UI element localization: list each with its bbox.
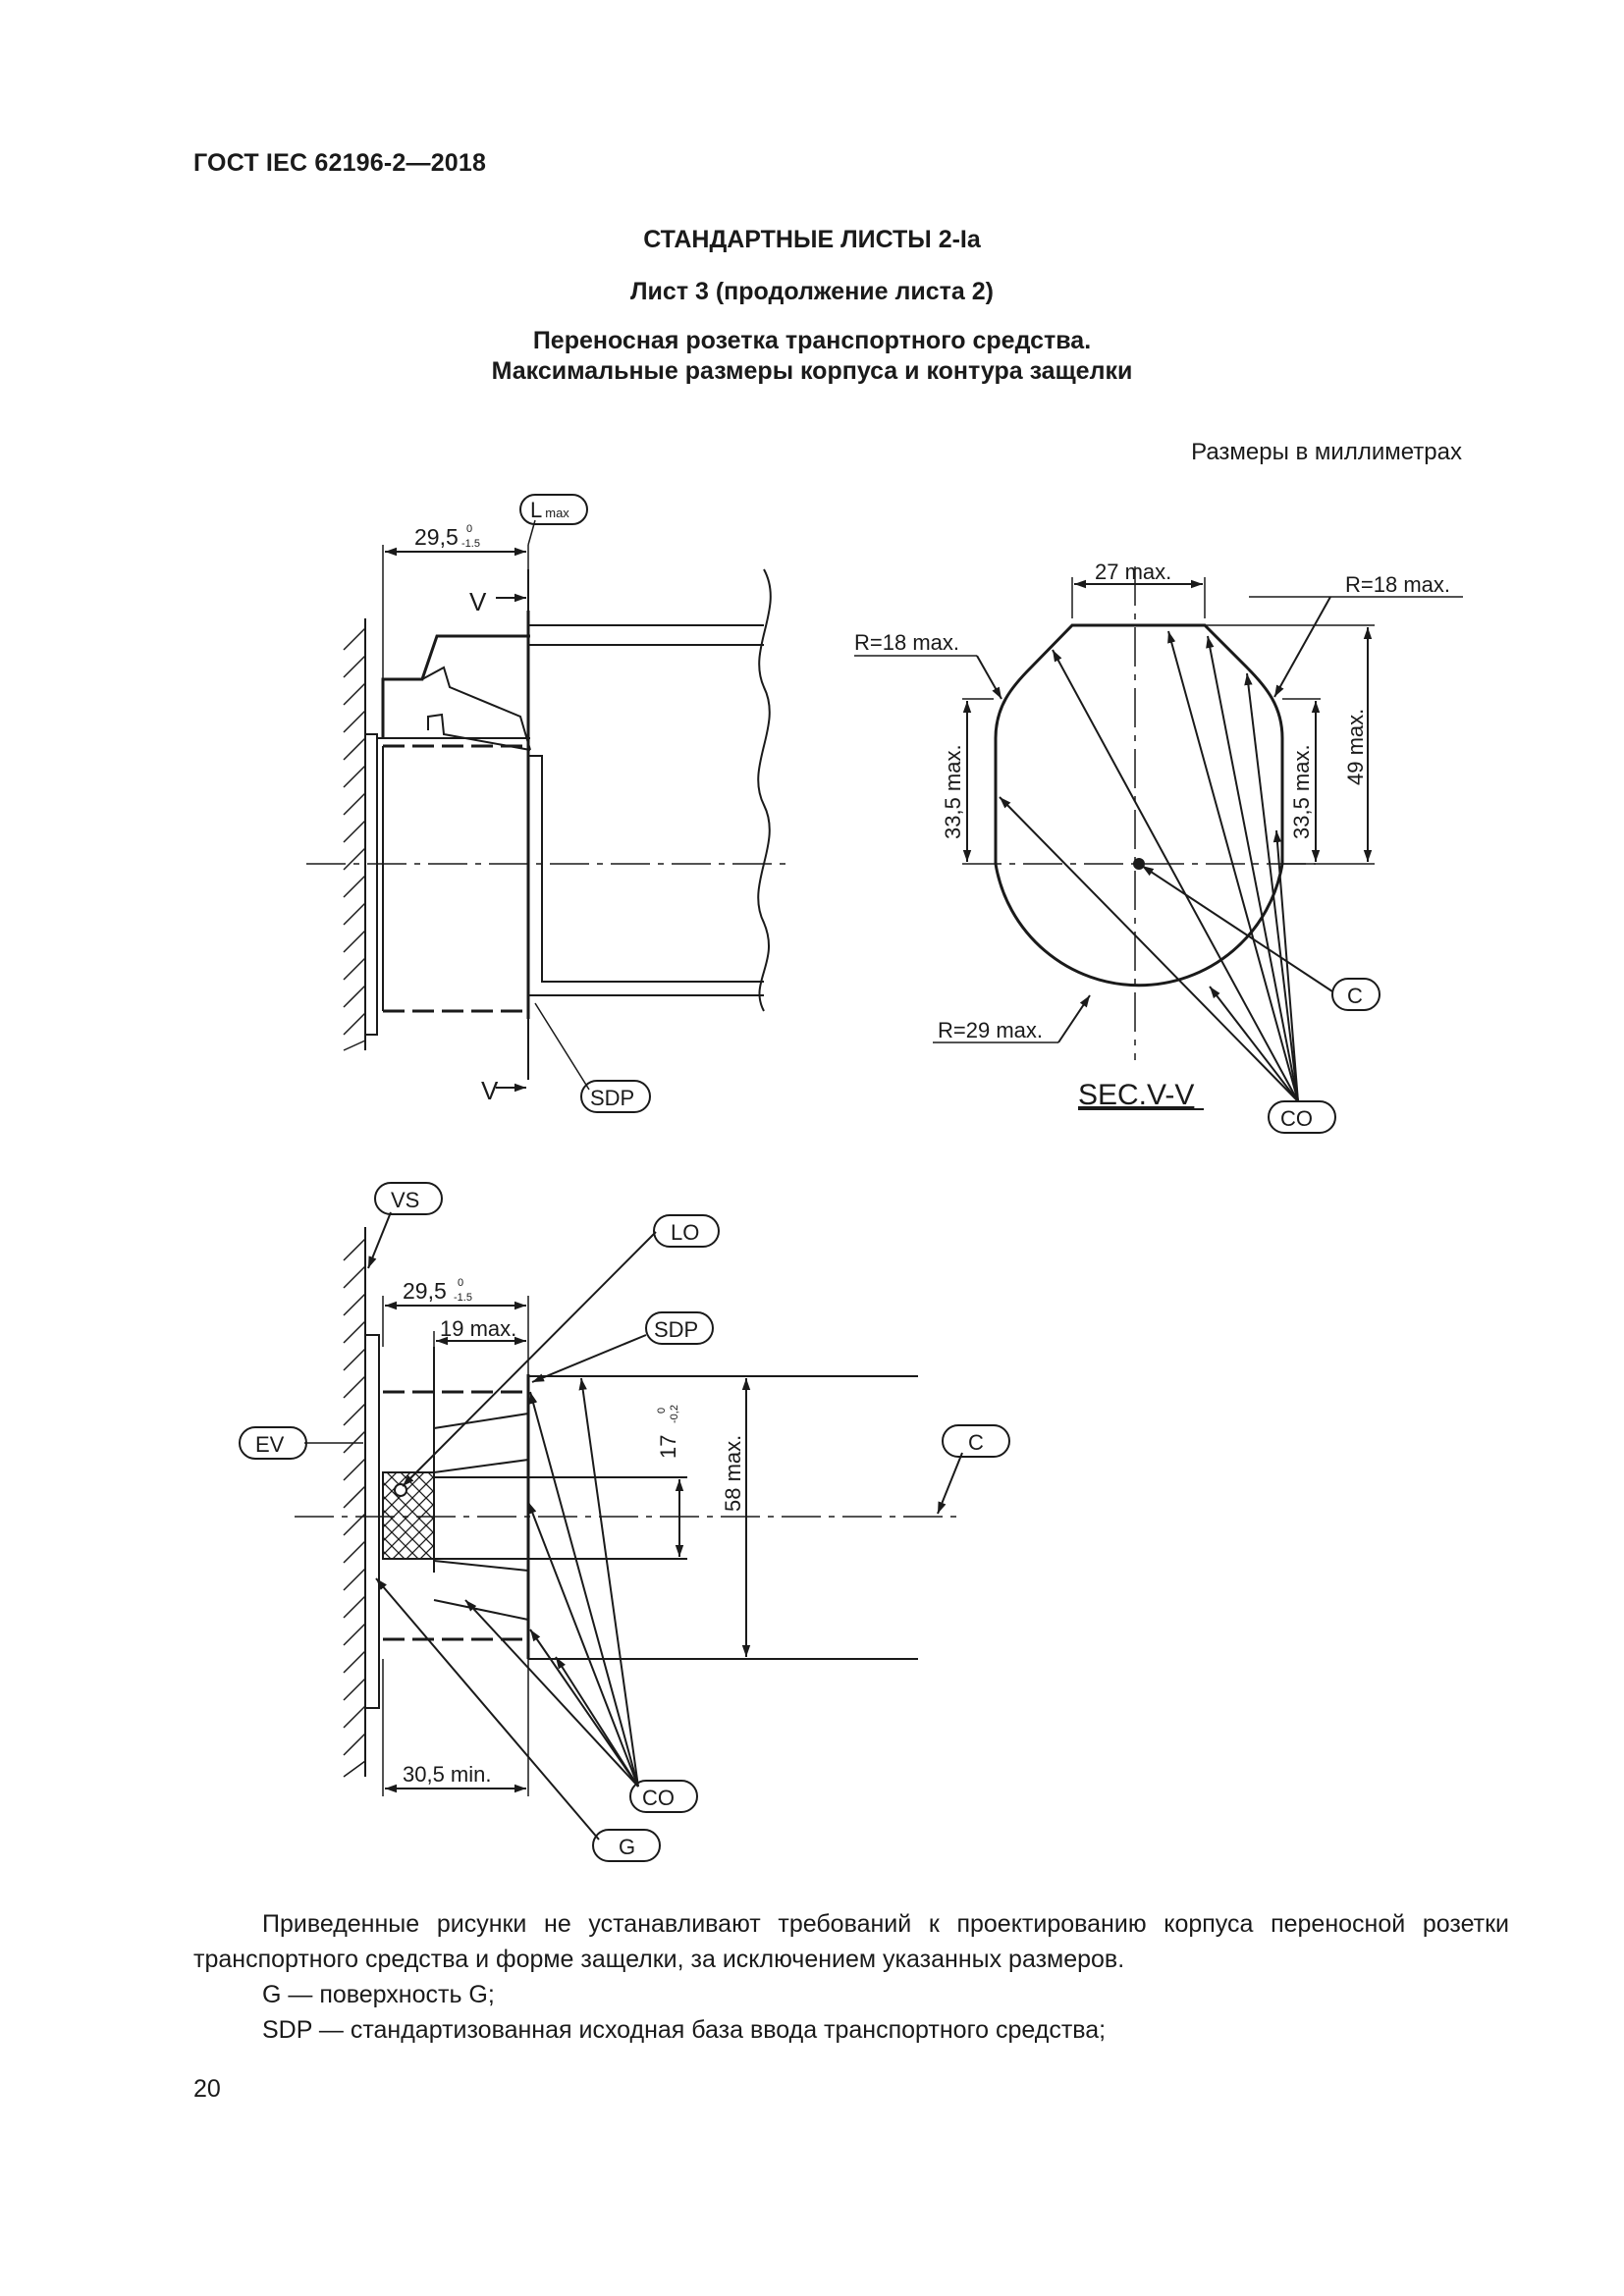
- c-label-section: C: [1347, 984, 1363, 1008]
- dim-19-max: 19 max.: [440, 1316, 517, 1341]
- co-label-bottom: CO: [642, 1786, 675, 1810]
- r18-left: R=18 max.: [854, 630, 959, 655]
- dim-29-5-tol-upper: 0: [466, 523, 473, 535]
- sdp-label: SDP: [590, 1086, 635, 1110]
- dim-29-5-tol-lower: -1.5: [461, 538, 480, 550]
- dim-30-5-min: 30,5 min.: [403, 1762, 492, 1787]
- c-label-bottom: C: [968, 1430, 984, 1455]
- document-code: ГОСТ IEC 62196-2—2018: [193, 149, 487, 177]
- note-paragraph: Приведенные рисунки не устанавливают требований к проектированию корпуса переносной розетки транспортного средства и форме защелки, за исключением указанных размеров.: [193, 1910, 1509, 1973]
- dim-33-5-left: 33,5 max.: [941, 744, 965, 839]
- bottom-view-figure: [240, 1183, 1009, 1861]
- dim-58-max: 58 max.: [721, 1434, 745, 1512]
- ev-label: EV: [255, 1432, 285, 1457]
- dim-29-5-bottom-tol-upper: 0: [458, 1277, 464, 1289]
- sdp-label-bottom: SDP: [654, 1317, 699, 1342]
- lo-label: LO: [671, 1220, 700, 1245]
- definition-sdp: SDP — стандартизованная исходная база ввода транспортного средства;: [262, 2016, 1107, 2044]
- co-label-section: CO: [1280, 1106, 1313, 1131]
- section-marker-v-top: V: [469, 587, 487, 616]
- dim-17-tol-upper: 0: [656, 1407, 668, 1414]
- section-marker-v-bottom: V: [481, 1076, 499, 1105]
- units-note: Размеры в миллиметрах: [1191, 439, 1462, 465]
- r18-right: R=18 max.: [1345, 572, 1450, 597]
- dim-49-max: 49 max.: [1343, 708, 1368, 785]
- dim-33-5-right: 33,5 max.: [1289, 744, 1314, 839]
- dim-29-5: 29,5: [414, 524, 459, 550]
- dim-27-max: 27 max.: [1095, 560, 1172, 584]
- g-label: G: [619, 1835, 636, 1859]
- definition-g: G — поверхность G;: [262, 1981, 495, 2008]
- dim-17: 17: [656, 1434, 680, 1459]
- dim-29-5-bottom-tol-lower: -1.5: [454, 1292, 472, 1304]
- side-view-figure: [306, 495, 785, 1112]
- drawing-title-line1: Переносная розетка транспортного средства.: [532, 327, 1092, 354]
- dim-29-5-bottom: 29,5: [403, 1278, 447, 1304]
- sheet-title: СТАНДАРТНЫЕ ЛИСТЫ 2-Ia: [643, 226, 981, 253]
- l-max-label: Lmax: [530, 498, 569, 522]
- sheet-subtitle: Лист 3 (продолжение листа 2): [630, 278, 994, 305]
- r29-max: R=29 max.: [938, 1018, 1043, 1042]
- dim-17-tol-lower: -0,2: [669, 1405, 680, 1423]
- vs-label: VS: [391, 1188, 420, 1212]
- drawing-title-line2: Максимальные размеры корпуса и контура защелки: [491, 357, 1133, 385]
- page-number: 20: [193, 2075, 221, 2103]
- section-title: SEC.V-V: [1078, 1079, 1195, 1111]
- section-view-figure: [854, 560, 1463, 1133]
